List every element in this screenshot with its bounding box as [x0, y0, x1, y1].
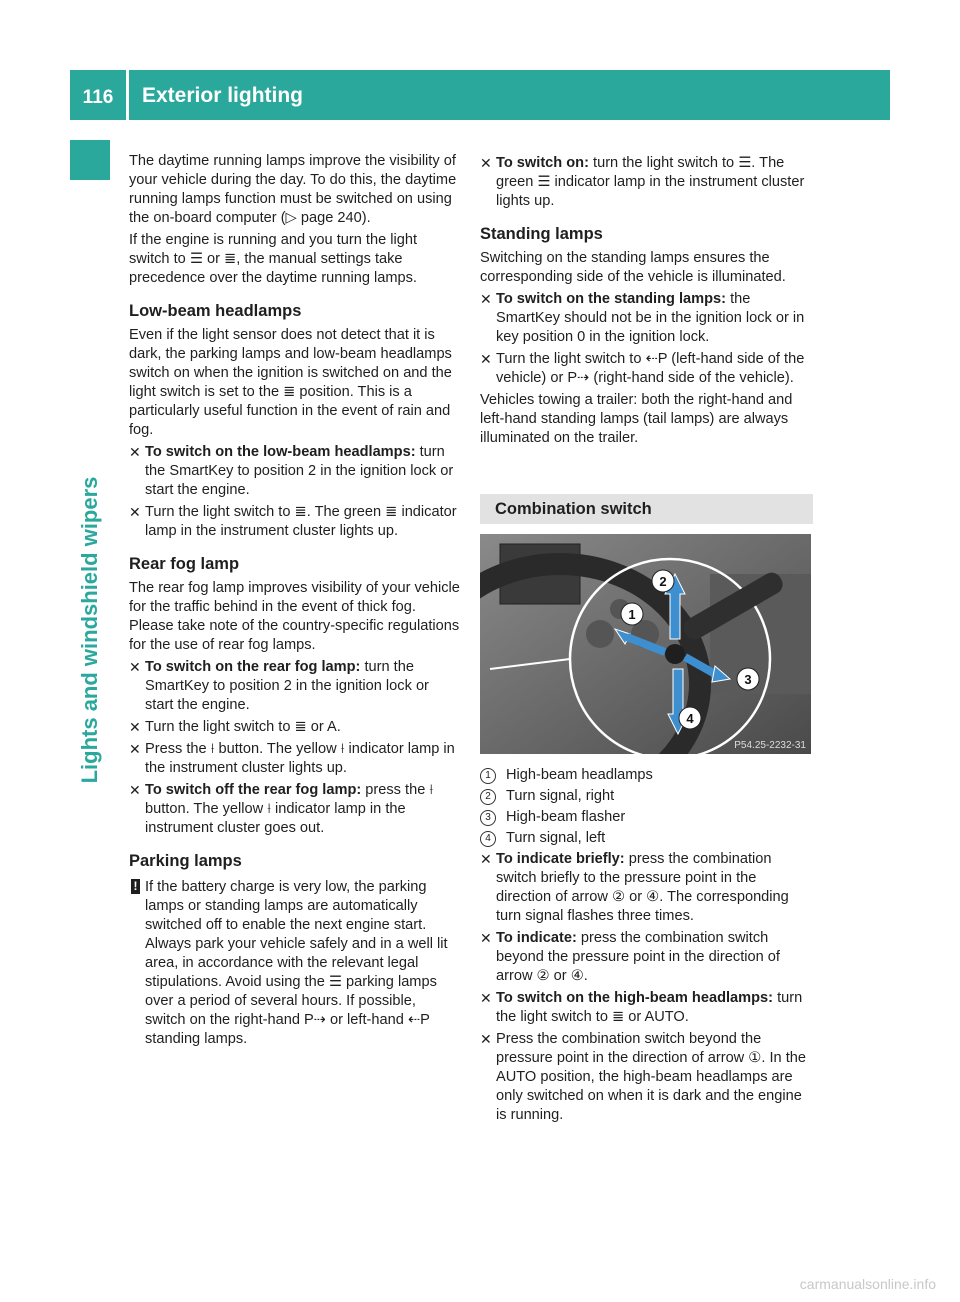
combination-switch-illustration — [480, 534, 811, 754]
step-text: press the combination switch briefly to the pressure point in the direction of arrow ② or ④. The corresponding turn signal flashes three times. — [496, 851, 789, 924]
page-header — [70, 70, 890, 120]
step-marker-icon: ✕ — [480, 351, 492, 367]
trailer-paragraph: Vehicles towing a trailer: both the right-hand and left-hand standing lamps (tail lamps) are always illuminated on the trailer. — [480, 392, 793, 446]
rearfog-step-4 — [129, 781, 460, 838]
step-marker-icon: ✕ — [480, 291, 492, 307]
step-title: To indicate briefly: — [496, 851, 625, 867]
warning-text: If the battery charge is very low, the parking lamps or standing lamps are automatically switched off to enable the next engine start. Always park your vehicle safely and in a well lit area, in accordance with the relevant legal stipulations. Avoid using the ☰ parking lamps over a period of several hours. If possible, switch on the right-hand P⇢ or left-hand ⇠P standing lamps. — [145, 879, 448, 1047]
page-number: 116 — [82, 87, 114, 108]
warning-icon: ! — [131, 879, 140, 894]
step-text: Press the combination switch beyond the pressure point in the direction of arrow ①. In the AUTO position, the high-beam headlamps are only switched on when it is dark and the engine is running. — [496, 1031, 806, 1123]
step-text: press the ⟊ button. The yellow ⟊ indicator lamp in the instrument cluster goes out. — [145, 782, 434, 836]
watermark: carmanualsonline.info — [799, 1276, 936, 1292]
step-text: turn the SmartKey to position 2 in the ignition lock or start the engine. — [145, 444, 454, 498]
chapter-sidebar — [70, 140, 110, 1240]
step-text: Press the ⟊ button. The yellow ⟊ indicator lamp in the instrument cluster lights up. — [145, 741, 455, 776]
svg-text:4: 4 — [686, 711, 694, 726]
step-marker-icon: ✕ — [129, 782, 141, 798]
combo-step-2 — [480, 929, 813, 986]
step-text: turn the light switch to ☰. The green ☰ indicator lamp in the instrument cluster lights up. — [496, 155, 805, 209]
step-marker-icon: ✕ — [129, 444, 141, 460]
right-column — [480, 152, 813, 1128]
rearfog-paragraph: The rear fog lamp improves visibility of your vehicle for the traffic behind in the event of thick fog. Please take note of the country-specific regulations for the use of rear fog lamps. — [129, 580, 460, 653]
manual-settings-paragraph: If the engine is running and you turn the light switch to ☰ or ≣, the manual settings take precedence over the daytime running lamps. — [129, 232, 418, 286]
svg-text:1: 1 — [628, 607, 636, 622]
header-divider — [126, 70, 129, 120]
rearfog-heading: Rear fog lamp — [129, 555, 240, 573]
step-marker-icon: ✕ — [129, 719, 141, 735]
step-marker-icon: ✕ — [480, 990, 492, 1006]
combo-step-1 — [480, 850, 813, 926]
parking-heading: Parking lamps — [129, 852, 242, 870]
legend-text: High-beam headlamps — [506, 767, 653, 783]
step-text: Turn the light switch to ≣. The green ≣ indicator lamp in the instrument cluster lights up. — [145, 504, 457, 539]
step-text: Turn the light switch to ⇠P (left-hand side of the vehicle) or P⇢ (right-hand side of the vehicle). — [496, 351, 805, 386]
step-text: the SmartKey should not be in the ignition lock or in key position 0 in the ignition lock. — [496, 291, 805, 345]
step-title: To switch on the high-beam headlamps: — [496, 990, 774, 1006]
legend-text: Turn signal, right — [506, 788, 615, 804]
standing-paragraph: Switching on the standing lamps ensures the corresponding side of the vehicle is illuminated. — [480, 250, 786, 285]
combo-step-4 — [480, 1030, 813, 1125]
step-marker-icon: ✕ — [129, 504, 141, 520]
step-marker-icon: ✕ — [480, 155, 492, 171]
legend-item — [480, 787, 813, 806]
step-title: To switch on the rear fog lamp: — [145, 659, 361, 675]
rearfog-step-1 — [129, 658, 460, 715]
combination-switch-figure — [480, 534, 811, 754]
rearfog-step-2 — [129, 718, 460, 737]
step-title: To switch on the standing lamps: — [496, 291, 726, 307]
step-marker-icon: ✕ — [129, 659, 141, 675]
rearfog-step-3 — [129, 740, 460, 778]
svg-text:2: 2 — [659, 574, 667, 589]
step-title: To switch on the low-beam headlamps: — [145, 444, 416, 460]
figure-legend — [480, 766, 813, 848]
step-marker-icon: ✕ — [129, 741, 141, 757]
svg-text:3: 3 — [744, 672, 752, 687]
standing-step-1 — [480, 290, 813, 347]
callout-4 — [679, 707, 701, 729]
callout-2 — [652, 570, 674, 592]
legend-number: 4 — [480, 831, 496, 847]
lowbeam-heading: Low-beam headlamps — [129, 302, 302, 320]
legend-number: 2 — [480, 789, 496, 805]
standing-step-2 — [480, 350, 813, 388]
step-marker-icon: ✕ — [480, 851, 492, 867]
lowbeam-step-1 — [129, 443, 460, 500]
page-title: Exterior lighting — [142, 84, 304, 107]
chapter-label-box — [70, 450, 110, 810]
chapter-label: Lights and windshield wipers — [77, 476, 102, 784]
daytime-paragraph: The daytime running lamps improve the visibility of your vehicle during the day. To do this, the daytime running lamps function must be switched on using the on-board computer (▷ page 240). — [129, 153, 457, 226]
combo-step-3 — [480, 989, 813, 1027]
legend-item — [480, 808, 813, 827]
lowbeam-paragraph: Even if the light sensor does not detect that it is dark, the parking lamps and low-beam headlamps switch on when the ignition is switched on and the light switch is set to the ≣ position. This is a particularly useful function in the event of rain and fog. — [129, 327, 452, 438]
chapter-tab — [70, 140, 110, 180]
left-column — [129, 152, 460, 1052]
standing-heading: Standing lamps — [480, 225, 603, 243]
step-text: Turn the light switch to ≣ or A. — [145, 719, 341, 735]
switchon-step — [480, 154, 813, 211]
step-text: turn the SmartKey to position 2 in the ignition lock or start the engine. — [145, 659, 429, 713]
legend-item — [480, 766, 813, 785]
parking-warning — [129, 878, 460, 1049]
step-marker-icon: ✕ — [480, 930, 492, 946]
step-text: turn the light switch to ≣ or AUTO. — [496, 990, 803, 1025]
step-marker-icon: ✕ — [480, 1031, 492, 1047]
legend-text: Turn signal, left — [506, 830, 606, 846]
step-title: To switch off the rear fog lamp: — [145, 782, 362, 798]
legend-item — [480, 829, 813, 848]
step-title: To switch on: — [496, 155, 589, 171]
legend-number: 3 — [480, 810, 496, 826]
figure-code: P54.25-2232-31 — [734, 740, 806, 751]
legend-number: 1 — [480, 768, 496, 784]
step-text: press the combination switch beyond the pressure point in the direction of arrow ② or ④. — [496, 930, 780, 984]
legend-text: High-beam flasher — [506, 809, 626, 825]
lowbeam-step-2 — [129, 503, 460, 541]
callout-3 — [737, 668, 759, 690]
step-title: To indicate: — [496, 930, 577, 946]
combination-switch-heading: Combination switch — [480, 494, 813, 524]
callout-1 — [621, 603, 643, 625]
